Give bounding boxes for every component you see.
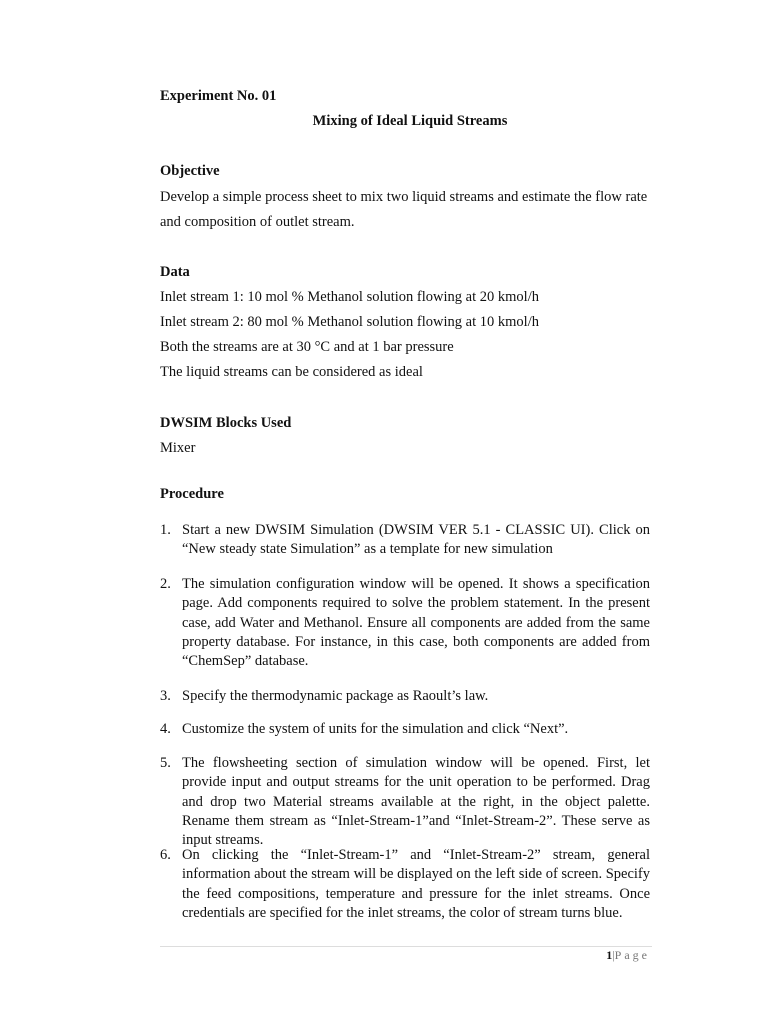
page-label: Page bbox=[614, 948, 650, 962]
procedure-heading: Procedure bbox=[160, 486, 224, 502]
objective-heading: Objective bbox=[160, 163, 220, 179]
page-number bbox=[606, 948, 650, 963]
procedure-step bbox=[160, 720, 650, 739]
step-text: The flowsheeting section of simulation window will be opened. First, let provide input and output streams for the unit operation to be performed. Drag and drop two Material streams available at the right, in the object palette. Rename them stream as “Inlet-Stream-1”and “Inlet-Stream-2”. These serve as input streams. bbox=[182, 755, 650, 849]
step-text: Start a new DWSIM Simulation (DWSIM VER 5.1 - CLASSIC UI). Click on “New steady state Simulation” as a template for new simulation bbox=[182, 522, 650, 558]
objective-line: Develop a simple process sheet to mix two liquid streams and estimate the flow rate bbox=[160, 189, 648, 205]
blocks-heading: DWSIM Blocks Used bbox=[160, 415, 292, 431]
page-separator: | bbox=[612, 948, 615, 962]
step-number: 1. bbox=[160, 522, 171, 538]
objective-line: and composition of outlet stream. bbox=[160, 214, 355, 230]
data-line: The liquid streams can be considered as ideal bbox=[160, 364, 423, 380]
step-number: 2. bbox=[160, 576, 171, 592]
block-item: Mixer bbox=[160, 440, 196, 456]
page-number-value: 1 bbox=[606, 948, 613, 962]
procedure-step bbox=[160, 846, 650, 923]
data-line: Inlet stream 2: 80 mol % Methanol solution flowing at 10 kmol/h bbox=[160, 314, 539, 330]
step-text: On clicking the “Inlet-Stream-1” and “Inlet-Stream-2” stream, general information about the stream will be displayed on the left side of screen. Specify the feed compositions, temperature and pressure for the inlet streams. Once credentials are specified for the inlet streams, the color of stream turns blue. bbox=[182, 847, 650, 921]
document-title: Mixing of Ideal Liquid Streams bbox=[312, 113, 508, 129]
footer-divider bbox=[160, 946, 652, 947]
data-line: Both the streams are at 30 °C and at 1 bar pressure bbox=[160, 339, 454, 355]
procedure-step bbox=[160, 687, 650, 706]
step-number: 3. bbox=[160, 688, 171, 704]
procedure-step bbox=[160, 521, 650, 560]
data-heading: Data bbox=[160, 264, 190, 280]
step-text: The simulation configuration window will be opened. It shows a specification page. Add components required to solve the problem statement. In the present case, add Water and Methanol. Ensure all components are added from the same property database. For instance, in this case, both components are added from “ChemSep” database. bbox=[182, 576, 650, 670]
data-line: Inlet stream 1: 10 mol % Methanol solution flowing at 20 kmol/h bbox=[160, 289, 539, 305]
experiment-number: Experiment No. 01 bbox=[160, 88, 277, 104]
step-number: 5. bbox=[160, 755, 171, 771]
step-number: 6. bbox=[160, 847, 171, 863]
procedure-step bbox=[160, 754, 650, 850]
step-text: Specify the thermodynamic package as Raoult’s law. bbox=[182, 688, 489, 704]
step-number: 4. bbox=[160, 721, 171, 737]
step-text: Customize the system of units for the simulation and click “Next”. bbox=[182, 721, 569, 737]
procedure-step bbox=[160, 575, 650, 671]
